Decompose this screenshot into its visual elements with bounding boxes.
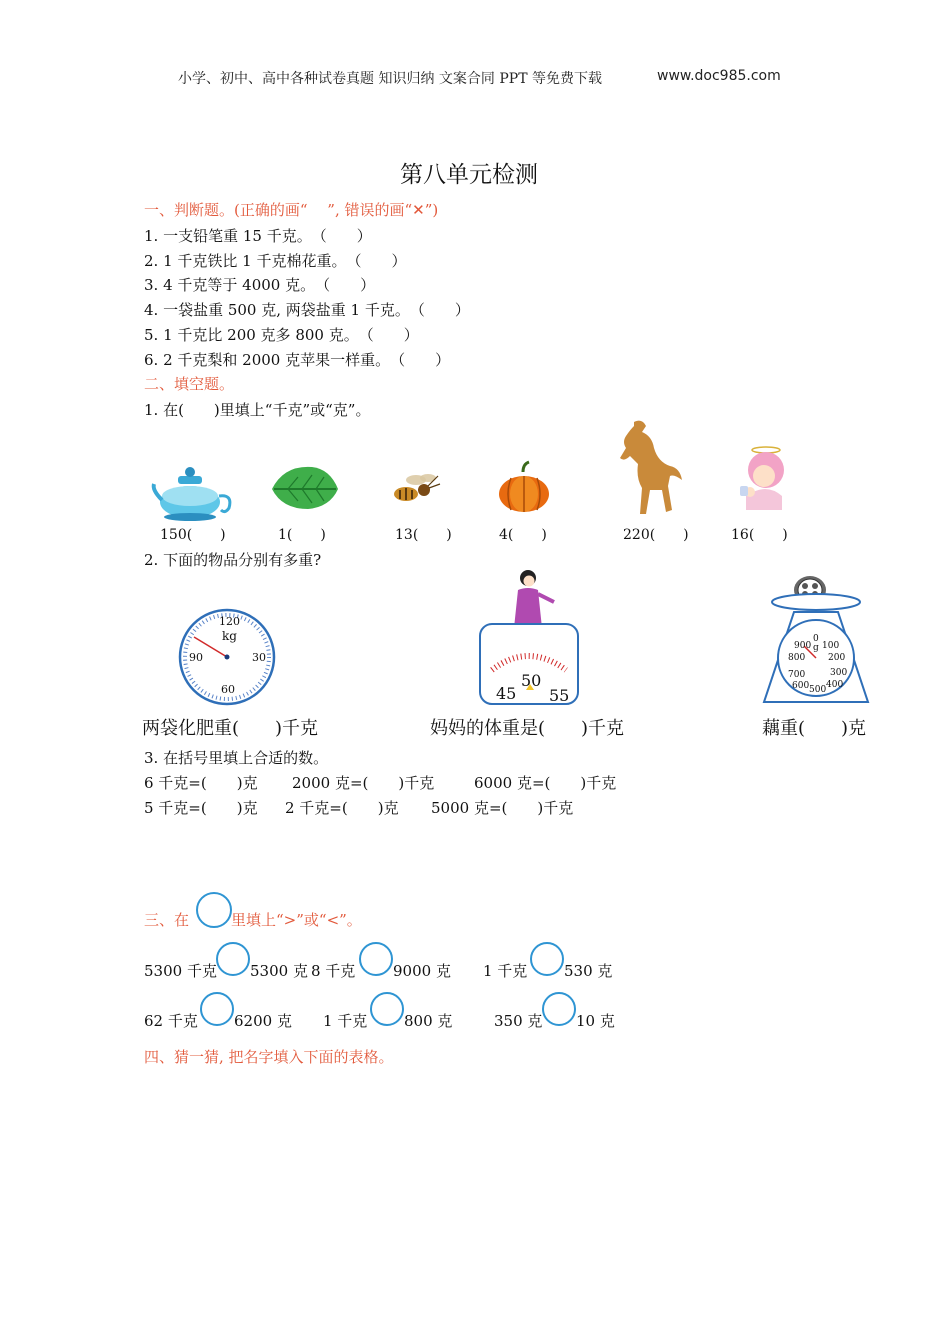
gram-scale-unit: g [813, 643, 819, 653]
page-title: 第八单元检测 [400, 162, 538, 188]
part1-heading: 一、判断题。(正确的画“ ”, 错误的画“✕”) [144, 201, 439, 219]
cmp-row1-left-2: 8 千克 [311, 962, 356, 980]
cmp-row2-right-3: 10 克 [576, 1012, 615, 1030]
bee-icon [392, 470, 440, 510]
part2-heading: 二、填空题。 [144, 375, 235, 393]
cmp-row1-circle-1[interactable] [216, 942, 250, 976]
cmp-row1-right-2: 9000 克 [393, 962, 451, 980]
kg-dial-top: 120 [219, 615, 240, 628]
leaf-icon [268, 463, 340, 511]
gram-scale-800: 800 [788, 653, 806, 663]
weight-label-pumpkin: 4( ) [499, 527, 547, 543]
cmp-row1-right-1: 5300 克 [250, 962, 308, 980]
part1-item-4: 4. 一袋盐重 500 克, 两袋盐重 1 千克。 （ ） [144, 301, 470, 319]
kg-dial-left: 90 [189, 651, 203, 664]
part2-q3: 3. 在括号里填上合适的数。 [144, 749, 329, 767]
cmp-row2-circle-1[interactable] [200, 992, 234, 1026]
part1-item-2: 2. 1 千克铁比 1 千克棉花重。 （ ） [144, 252, 407, 270]
pumpkin-icon [497, 462, 551, 514]
kg-dial-unit: kg [222, 629, 237, 643]
cmp-row2-right-1: 6200 克 [234, 1012, 292, 1030]
gram-scale-700: 700 [788, 670, 806, 680]
part1-item-3: 3. 4 千克等于 4000 克。 （ ） [144, 276, 376, 294]
weight-label-leaf: 1( ) [278, 527, 326, 543]
q2-label-fertilizer: 两袋化肥重( )千克 [142, 718, 319, 739]
kg-dial-right: 30 [252, 651, 266, 664]
cmp-row1-right-3: 530 克 [564, 962, 613, 980]
q3-row1-a: 6 千克=( )克 [144, 774, 258, 792]
cmp-row2-circle-2[interactable] [370, 992, 404, 1026]
weight-label-baby: 16( ) [731, 527, 788, 543]
cmp-row2-left-2: 1 千克 [323, 1012, 368, 1030]
gram-scale-0: 0 [813, 634, 819, 644]
heading-circle-icon [196, 892, 232, 928]
part2-q2: 2. 下面的物品分别有多重? [144, 551, 322, 569]
part4-heading: 四、猜一猜, 把名字填入下面的表格。 [144, 1048, 394, 1066]
weight-label-horse: 220( ) [623, 527, 689, 543]
gram-scale-300: 300 [830, 668, 848, 678]
part2-q1: 1. 在( )里填上“千克”或“克”。 [144, 401, 371, 419]
gram-scale-900: 900 [794, 641, 812, 651]
q3-row2-a: 5 千克=( )克 [144, 799, 258, 817]
cmp-row2-right-2: 800 克 [404, 1012, 453, 1030]
cmp-row1-left-3: 1 千克 [483, 962, 528, 980]
q3-row2-b: 2 千克=( )克 [285, 799, 399, 817]
mother-scale-right: 55 [549, 686, 570, 705]
part1-item-6: 6. 2 千克梨和 2000 克苹果一样重。 （ ） [144, 351, 451, 369]
weight-label-teapot: 150( ) [160, 527, 226, 543]
teapot-icon [152, 462, 234, 522]
part3-heading-a: 三、在 [144, 911, 190, 929]
gram-scale-600: 600 [792, 681, 810, 691]
mother-scale-mid: 50 [521, 671, 542, 690]
q3-row1-c: 6000 克=( )千克 [474, 774, 617, 792]
cmp-row1-circle-2[interactable] [359, 942, 393, 976]
cmp-row1-left-1: 5300 千克 [144, 962, 217, 980]
baby-icon [732, 446, 790, 512]
mother-scale-left: 45 [496, 684, 517, 703]
part1-item-1: 1. 一支铅笔重 15 千克。 （ ） [144, 227, 372, 245]
horse-icon [612, 416, 684, 516]
header-site: www.doc985.com [657, 68, 781, 84]
cmp-row2-circle-3[interactable] [542, 992, 576, 1026]
weight-label-bee: 13( ) [395, 527, 452, 543]
q2-label-mother: 妈妈的体重是( )千克 [430, 718, 625, 739]
gram-scale-500: 500 [809, 685, 827, 695]
gram-scale-400: 400 [826, 680, 844, 690]
cmp-row1-circle-3[interactable] [530, 942, 564, 976]
q3-row1-b: 2000 克=( )千克 [292, 774, 435, 792]
kg-dial-bottom: 60 [221, 683, 235, 696]
gram-scale-200: 200 [828, 653, 846, 663]
part3-heading-b: 里填上“>”或“<”。 [231, 911, 362, 929]
cmp-row2-left-3: 350 克 [494, 1012, 543, 1030]
cmp-row2-left-1: 62 千克 [144, 1012, 198, 1030]
part1-item-5: 5. 1 千克比 200 克多 800 克。 （ ） [144, 326, 419, 344]
q2-label-lotus-root: 藕重( )克 [762, 718, 867, 739]
gram-scale-100: 100 [822, 641, 840, 651]
header-text: 小学、初中、高中各种试卷真题 知识归纳 文案合同 PPT 等免费下载 [178, 71, 602, 87]
q3-row2-c: 5000 克=( )千克 [431, 799, 574, 817]
